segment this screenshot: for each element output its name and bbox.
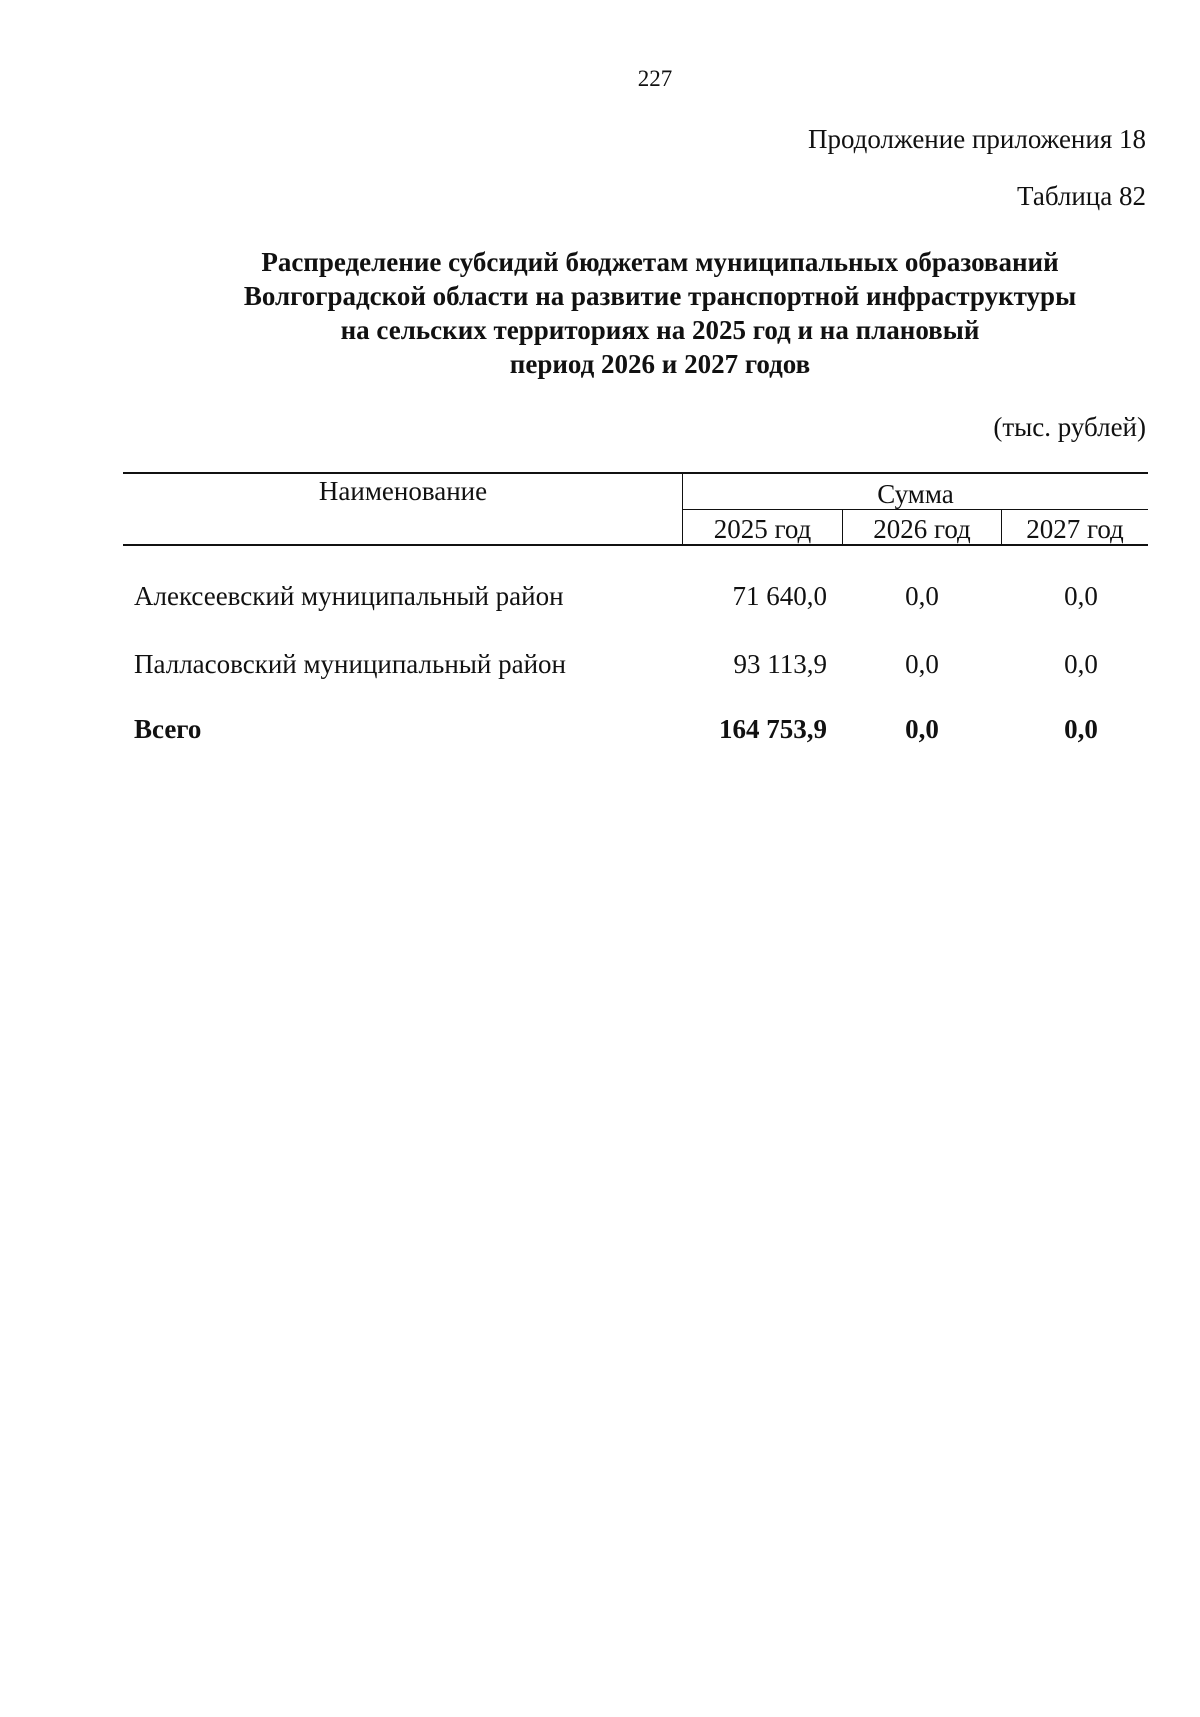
row-value-2025: 93 113,9 xyxy=(733,649,827,679)
title-line: Волгоградской области на развитие транспортной инфраструктуры xyxy=(243,281,1077,311)
appendix-note: Продолжение приложения 18 xyxy=(807,124,1146,154)
units-note: (тыс. рублей) xyxy=(993,412,1146,442)
document-title xyxy=(190,245,1130,381)
title-line: Распределение субсидий бюджетам муниципальных образований xyxy=(261,247,1059,277)
total-value-2025: 164 753,9 xyxy=(719,714,827,744)
table-row xyxy=(0,649,1200,689)
table-number: Таблица 82 xyxy=(1017,181,1146,211)
row-name: Палласовский муниципальный район xyxy=(134,649,566,679)
total-value-2026: 0,0 xyxy=(905,714,939,744)
table-top-rule xyxy=(123,472,1148,474)
table-row xyxy=(0,581,1200,621)
row-value-2027: 0,0 xyxy=(1064,581,1098,611)
row-value-2027: 0,0 xyxy=(1064,649,1098,679)
table-total-row xyxy=(0,714,1200,754)
header-year-2025: 2025 год xyxy=(713,514,812,544)
total-value-2027: 0,0 xyxy=(1064,714,1098,744)
row-value-2026: 0,0 xyxy=(905,649,939,679)
row-value-2026: 0,0 xyxy=(905,581,939,611)
header-name: Наименование xyxy=(318,476,488,506)
total-label: Всего xyxy=(134,714,202,744)
header-year-2026: 2026 год xyxy=(873,514,971,544)
title-line: период 2026 и 2027 годов xyxy=(509,349,811,379)
page-number: 227 xyxy=(637,66,673,91)
title-line: на сельских территориях на 2025 год и на плановый xyxy=(340,315,980,345)
row-name: Алексеевский муниципальный район xyxy=(134,581,564,611)
header-sum: Сумма xyxy=(877,479,954,509)
header-year-2027: 2027 год xyxy=(1026,514,1124,544)
row-value-2025: 71 640,0 xyxy=(732,581,827,611)
